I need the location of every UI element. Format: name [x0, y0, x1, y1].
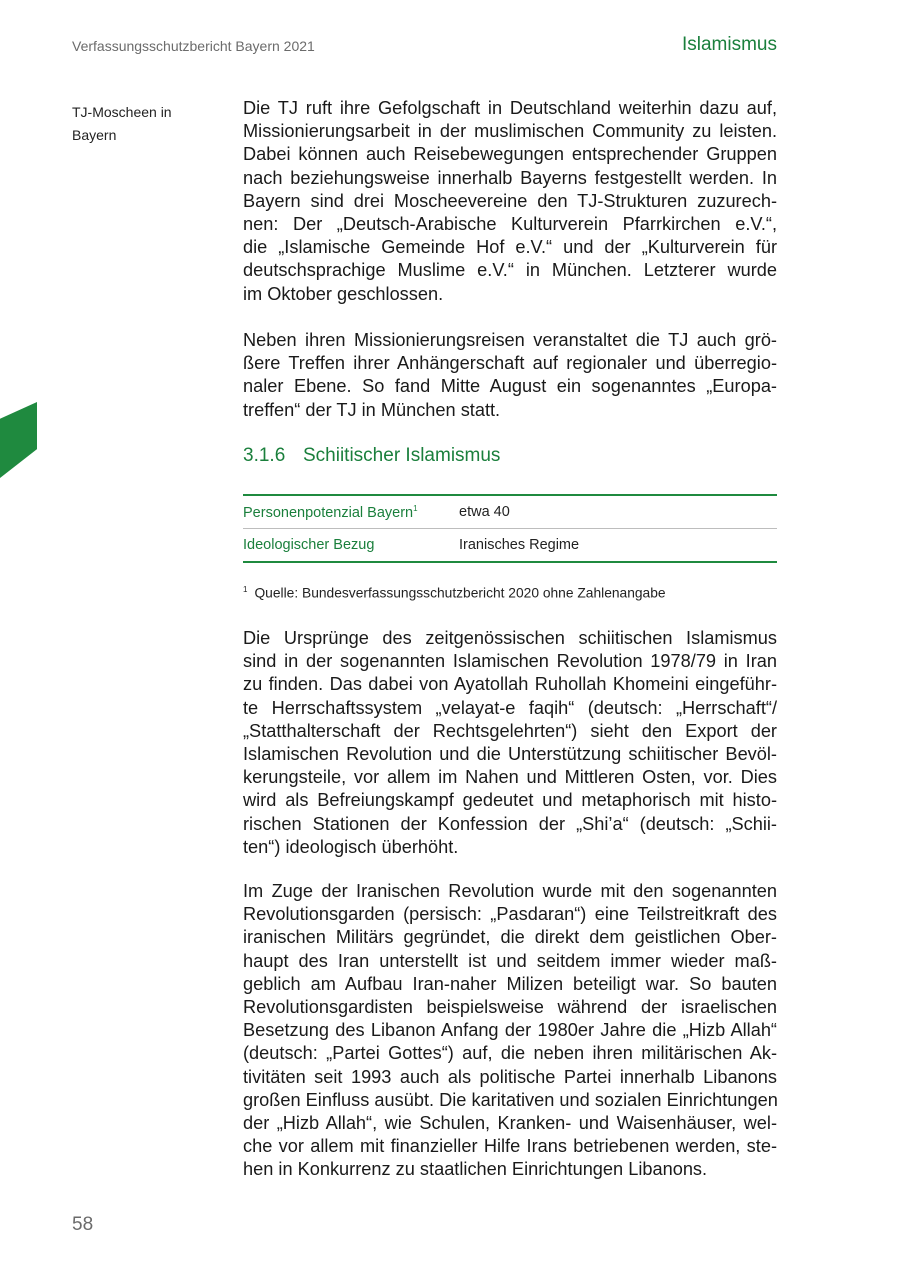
text-line: nach beziehungsweise innerhalb Bayerns festgestellt werden. In [243, 167, 777, 188]
section-heading [243, 445, 500, 467]
text-line: zu finden. Das dabei von Ayatollah Ruhollah Khomeini eingeführ- [243, 674, 777, 695]
running-title: Verfassungsschutzbericht Bayern 2021 [72, 38, 315, 54]
text-line: die „Islamische Gemeinde Hof e.V.“ und der „Kulturverein für [243, 237, 777, 258]
text-line: Missionierungsarbeit in der muslimischen Community zu leisten. [243, 121, 777, 142]
paragraph-revolutionary-guards [243, 880, 777, 1181]
text-line: ßere Treffen ihrer Anhängerschaft auf regionaler und überregio- [243, 353, 777, 374]
fact-table [243, 494, 777, 563]
fact-label: Ideologischer Bezug [243, 537, 375, 553]
text-line: Neben ihren Missionierungsreisen veranstaltet die TJ auch grö- [243, 330, 777, 350]
text-line: sind in der sogenannten Islamischen Revolution 1978/79 in Iran [243, 651, 777, 672]
fact-value: etwa 40 [459, 504, 510, 520]
text-line: Revolutionsgarden (persisch: „Pasdaran“) eine Teilstreitkraft des [243, 904, 777, 925]
text-line: Revolutionsgardisten beispielsweise während der israelischen [243, 996, 777, 1017]
text-line: rischen Stationen der Konfession der „Shi’a“ (deutsch: „Schii- [243, 813, 777, 834]
text-line: te Herrschaftssystem „velayat-e faqih“ (deutsch: „Herrschaft“/ [243, 697, 777, 718]
text-line: hen in Konkurrenz zu staatlichen Einrichtungen Libanons. [243, 1159, 708, 1180]
section-number: 3.1.6 [243, 445, 286, 466]
text-line: wird als Befreiungskampf gedeutet und metaphorisch mit histo- [243, 790, 777, 811]
paragraph-tj-mosques [243, 97, 777, 306]
chapter-tab-marker [0, 402, 37, 478]
paragraph-tj-meetings [243, 329, 777, 422]
footnote [243, 585, 666, 601]
text-line: Die TJ ruft ihre Gefolgschaft in Deutschland weiterhin dazu auf, [243, 98, 777, 118]
margin-note [72, 101, 212, 147]
margin-note-line: TJ-Moscheen in [72, 104, 172, 120]
text-line: im Oktober geschlossen. [243, 283, 444, 304]
text-line: kerungsteile, vor allem im Nahen und Mittleren Osten, vor. Dies [243, 767, 777, 788]
fact-value: Iranisches Regime [459, 537, 580, 553]
text-line: „Statthalterschaft der Rechtsgelehrten“) sieht den Export der [243, 720, 777, 741]
text-line: Die Ursprünge des zeitgenössischen schiitischen Islamismus [243, 628, 777, 648]
page-number: 58 [72, 1214, 94, 1235]
text-line: iranischen Militärs gegründet, die direkt dem geistlichen Ober- [243, 927, 777, 948]
footnote-text: Quelle: Bundesverfassungsschutzbericht 2020 ohne Zahlenangabe [254, 585, 666, 601]
text-line: Im Zuge der Iranischen Revolution wurde mit den sogenannten [243, 881, 777, 901]
text-line: che vor allem mit finanzieller Hilfe Irans betriebenen werden, ste- [243, 1136, 777, 1157]
text-line: großen Einfluss ausübt. Die karitativen und sozialen Einrichtungen [243, 1089, 778, 1110]
paragraph-shia-origins [243, 627, 777, 859]
text-line: ten“) ideologisch überhöht. [243, 836, 459, 857]
text-line: deutschsprachige Muslime e.V.“ in München. Letzterer wurde [243, 260, 777, 281]
text-line: Dabei können auch Reisebewegungen entsprechender Gruppen [243, 144, 777, 165]
table-row [243, 528, 777, 561]
fact-label: Personenpotenzial Bayern$^1$ [243, 503, 418, 521]
margin-note-line: Bayern [72, 127, 117, 143]
text-line: der „Hizb Allah“, wie Schulen, Kranken- und Waisenhäuser, wel- [243, 1112, 777, 1133]
footnote-marker: 1 [413, 503, 418, 513]
text-line: Besetzung des Libanon Anfang der 1980er Jahre die „Hizb Allah“ [243, 1020, 777, 1041]
footnote-number: 1 [243, 585, 248, 594]
text-line: tivitäten seit 1993 auch als politische Partei innerhalb Libanons [243, 1066, 777, 1087]
section-heading-title: Schiitischer Islamismus [303, 445, 501, 466]
text-line: (deutsch: „Partei Gottes“) auf, die neben ihren militärischen Ak- [243, 1043, 777, 1064]
text-line: treffen“ der TJ in München statt. [243, 399, 501, 420]
text-line: nen: Der „Deutsch-Arabische Kulturverein Pfarrkirchen e.V.“, [243, 213, 777, 234]
text-line: naler Ebene. So fand Mitte August ein sogenanntes „Europa- [243, 376, 777, 397]
text-line: Bayern sind drei Moscheevereine den TJ-Strukturen zuzurech- [243, 190, 777, 211]
text-line: geblich am Aufbau Iran-naher Milizen beteiligt war. So bauten [243, 973, 777, 994]
text-line: haupt des Iran unterstellt ist und seitdem immer wieder maß- [243, 950, 777, 971]
text-line: Islamischen Revolution und die Unterstützung schiitischer Bevöl- [243, 743, 777, 764]
section-title: Islamismus [681, 34, 777, 55]
table-row [243, 496, 777, 528]
